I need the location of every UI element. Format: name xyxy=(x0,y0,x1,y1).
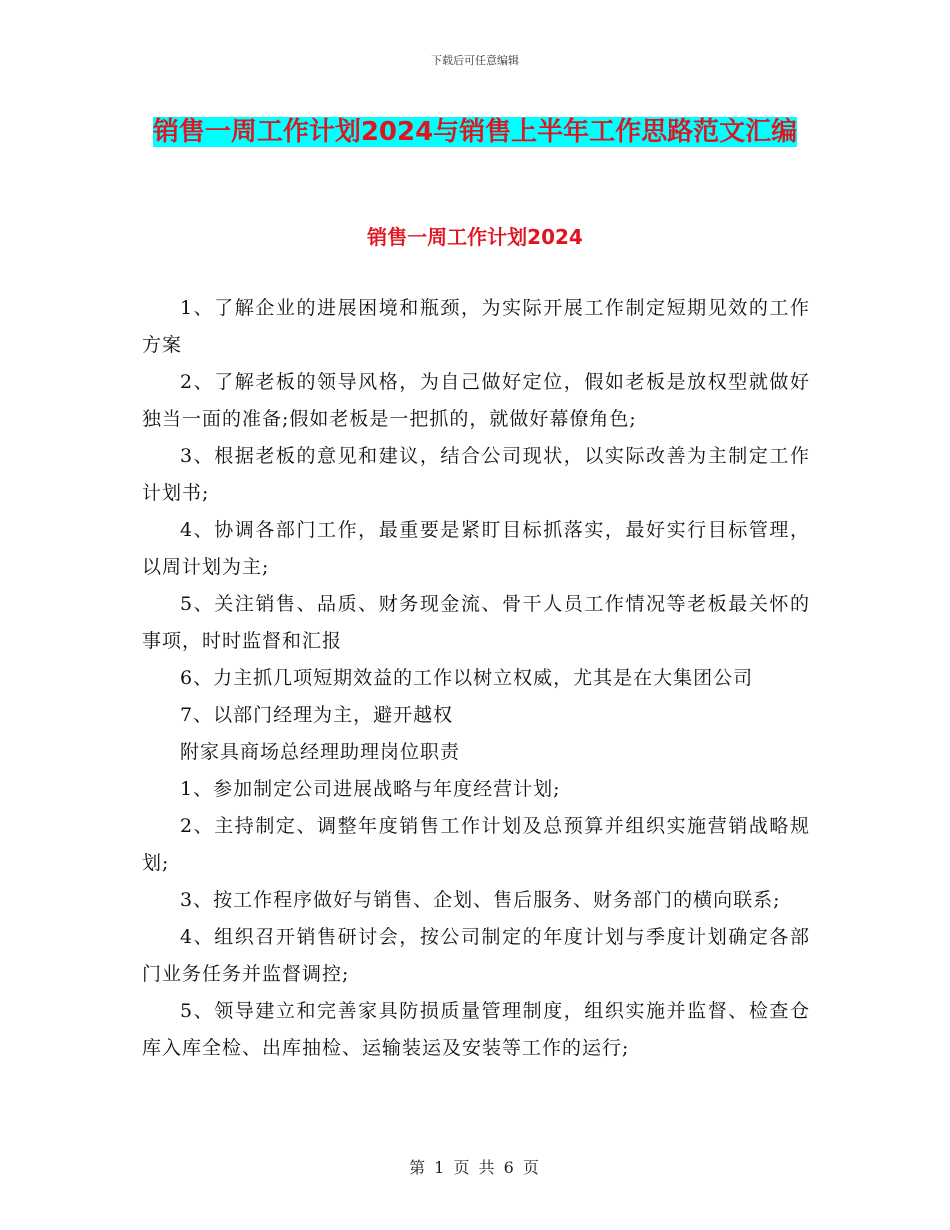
document-title-text: 销售一周工作计划2024与销售上半年工作思路范文汇编 xyxy=(152,117,798,147)
paragraph: 7、以部门经理为主，避开越权 xyxy=(180,704,454,726)
document-body xyxy=(142,290,810,1067)
paragraph: 1、了解企业的进展困境和瓶颈，为实际开展工作制定短期见效的工作方案 xyxy=(142,297,810,356)
paragraph: 5、关注销售、品质、财务现金流、骨干人员工作情况等老板最关怀的事项，时时监督和汇报 xyxy=(142,593,810,652)
section-title: 销售一周工作计划2024 xyxy=(367,225,583,249)
page-number-footer: 第 1 页 共 6 页 xyxy=(409,1158,541,1177)
paragraph: 附家具商场总经理助理岗位职责 xyxy=(180,741,461,763)
page-header-note: 下载后可任意编辑 xyxy=(431,54,519,67)
paragraph: 5、领导建立和完善家具防损质量管理制度，组织实施并监督、检查仓库入库全检、出库抽检、运输装运及安装等工作的运行; xyxy=(142,1000,810,1059)
paragraph: 2、了解老板的领导风格，为自己做好定位，假如老板是放权型就做好独当一面的准备;假如老板是一把抓的，就做好幕僚角色; xyxy=(142,371,810,430)
paragraph: 4、组织召开销售研讨会，按公司制定的年度计划与季度计划确定各部门业务任务并监督调控; xyxy=(142,926,810,985)
paragraph: 3、根据老板的意见和建议，结合公司现状，以实际改善为主制定工作计划书; xyxy=(142,445,810,504)
paragraph: 1、参加制定公司进展战略与年度经营计划; xyxy=(180,778,561,800)
paragraph: 4、协调各部门工作，最重要是紧盯目标抓落实，最好实行目标管理，以周计划为主; xyxy=(142,519,810,578)
paragraph: 2、主持制定、调整年度销售工作计划及总预算并组织实施营销战略规划; xyxy=(142,815,810,874)
document-title xyxy=(140,112,810,152)
paragraph: 6、力主抓几项短期效益的工作以树立权威，尤其是在大集团公司 xyxy=(180,667,754,689)
paragraph: 3、按工作程序做好与销售、企划、售后服务、财务部门的横向联系; xyxy=(180,889,781,911)
